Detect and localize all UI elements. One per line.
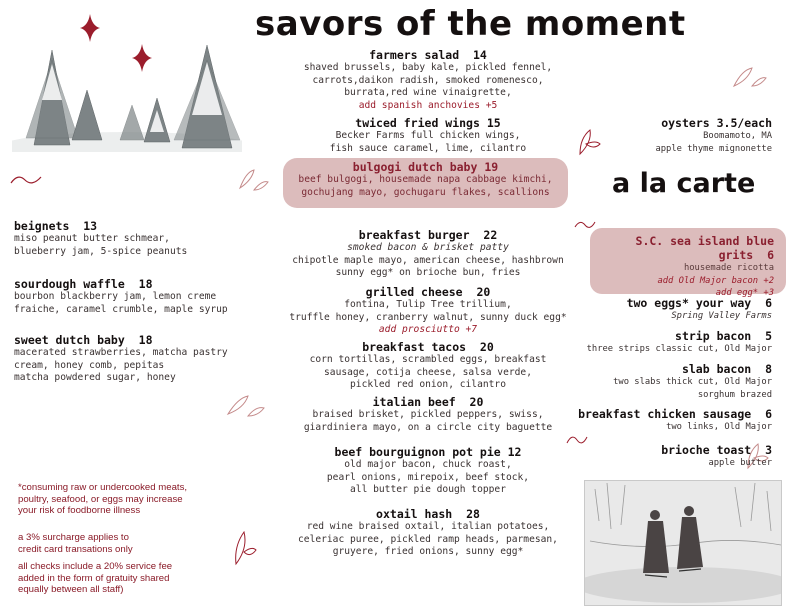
item-price: 20: [479, 340, 494, 354]
item-desc: apple butter: [708, 458, 772, 468]
item-desc: miso peanut butter schmear,: [14, 233, 170, 244]
item-desc: gochujang mayo, gochugaru flakes, scallions: [301, 186, 550, 198]
item-desc: smoked bacon & brisket patty: [347, 242, 509, 253]
item-name: breakfast chicken sausage: [578, 407, 752, 421]
leaf-icon: [226, 392, 266, 422]
item-price: 6: [765, 407, 772, 421]
menu-item-grilled-cheese: [278, 285, 578, 337]
item-price: 6: [767, 248, 774, 262]
item-desc: chipotle maple mayo, american cheese, hashbrown: [292, 254, 564, 266]
item-price: 15: [486, 116, 501, 130]
item-price: 8: [765, 362, 772, 376]
item-name: breakfast tacos: [362, 340, 467, 354]
section-title-a-la-carte: a la carte: [612, 168, 756, 199]
item-price: 5: [765, 329, 772, 343]
item-desc: carrots,daikon radish, smoked romenesco,: [312, 74, 544, 86]
item-price: 18: [138, 333, 153, 347]
menu-item-chicken-sausage: [566, 407, 772, 434]
leaf-icon: [732, 66, 768, 92]
item-name: breakfast burger: [358, 228, 470, 242]
item-price: 12: [507, 445, 522, 459]
item-desc: bourbon blackberry jam, lemon creme: [14, 291, 217, 302]
item-name: S.C. sea island blue grits: [635, 234, 774, 262]
item-desc: apple thyme mignonette: [655, 143, 772, 154]
item-desc: Spring Valley Farms: [671, 311, 772, 321]
item-desc: Becker Farms full chicken wings,: [335, 130, 521, 141]
menu-item-pot-pie: [278, 445, 578, 497]
item-name: farmers salad: [369, 48, 460, 62]
item-price: 3.5/each: [716, 116, 772, 130]
foodborne-disclaimer: [18, 482, 248, 517]
item-name: grilled cheese: [365, 285, 463, 299]
item-name: brioche toast: [661, 443, 752, 457]
item-price: 28: [466, 507, 480, 521]
item-desc: macerated strawberries, matcha pastry: [14, 347, 228, 358]
item-name: italian beef: [372, 395, 456, 409]
item-desc: sunny egg* on brioche bun, fries: [335, 267, 521, 278]
item-price: 13: [83, 219, 98, 233]
menu-item-wings: [278, 116, 578, 155]
service-fee-note: [18, 561, 248, 596]
item-desc: sorghum brazed: [697, 389, 772, 400]
item-desc: corn tortillas, scrambled eggs, breakfast: [309, 354, 547, 365]
menu-item-oxtail-hash: [278, 507, 578, 559]
page-title: savors of the moment: [255, 4, 686, 44]
item-desc: blueberry jam, 5-spice peanuts: [14, 245, 188, 257]
menu-item-breakfast-burger: [278, 228, 578, 280]
item-desc: red wine braised oxtail, italian potatoes,: [306, 521, 550, 532]
item-desc: Boomamoto, MA: [703, 131, 772, 141]
menu-item-beignets: [14, 219, 254, 258]
item-name: strip bacon: [675, 329, 752, 343]
item-desc: cream, honey comb, pepitas: [14, 359, 165, 371]
item-name: oysters: [661, 116, 710, 130]
menu-item-oysters: [572, 116, 772, 155]
item-desc: two links, Old Major: [666, 422, 772, 432]
item-price: 3: [765, 443, 772, 457]
winter-trees-image: [12, 20, 242, 152]
item-name: two eggs* your way: [626, 296, 752, 310]
item-price: 20: [476, 285, 491, 299]
menu-item-brioche-toast: [572, 443, 772, 470]
menu-item-sweet-dutch-baby: [14, 333, 264, 385]
item-desc: old major bacon, chuck roast,: [344, 459, 512, 470]
item-desc: three strips classic cut, Old Major: [586, 344, 772, 354]
menu-item-farmers-salad: [278, 48, 578, 112]
item-addon: add Old Major bacon +2: [657, 275, 774, 286]
disclaimer-line: added in the form of gratuity shared: [18, 572, 170, 584]
disclaimer-line: poultry, seafood, or eggs may increase: [18, 493, 183, 505]
squiggle-icon: [10, 172, 42, 191]
item-desc: beef bulgogi, housemade napa cabbage kimchi,: [298, 174, 553, 185]
item-desc: housemade ricotta: [683, 263, 774, 273]
item-desc: truffle honey, cranberry walnut, sunny duck egg*: [289, 311, 567, 323]
item-desc: burrata,red wine vinaigrette,: [344, 87, 512, 98]
disclaimer-line: credit card transations only: [18, 543, 133, 555]
item-desc: fraiche, caramel crumble, maple syrup: [14, 303, 228, 315]
item-name: sourdough waffle: [14, 277, 125, 291]
star-icon: [80, 14, 100, 46]
item-price: 20: [469, 395, 484, 409]
surcharge-note: [18, 532, 248, 555]
item-price: 18: [138, 277, 153, 291]
disclaimer-line: all checks include a 20% service fee: [18, 561, 173, 572]
item-desc: gruyere, fried onions, sunny egg*: [332, 546, 524, 557]
menu-item-sourdough-waffle: [14, 277, 264, 316]
item-addon: add egg* +3: [715, 288, 774, 298]
menu-item-blue-grits: [590, 228, 786, 298]
item-desc: celeriac puree, pickled ramp heads, parmesan,: [298, 533, 558, 545]
item-desc: all butter pie dough topper: [350, 484, 506, 495]
menu-item-slab-bacon: [572, 362, 772, 401]
item-desc: two slabs thick cut, Old Major: [613, 377, 772, 387]
item-desc: pickled red onion, cilantro: [350, 379, 506, 390]
item-addon: add prosciutto +7: [378, 324, 478, 335]
item-price: 14: [473, 48, 487, 62]
menu-item-strip-bacon: [562, 329, 772, 356]
item-desc: fontina, Tulip Tree trillium,: [344, 299, 512, 310]
ice-skaters-illustration: [584, 480, 782, 606]
item-name: beef bourguignon pot pie: [334, 445, 501, 459]
item-name: beignets: [14, 219, 70, 233]
menu-item-italian-beef: [278, 395, 578, 434]
item-desc: shaved brussels, baby kale, pickled fennel,: [303, 62, 553, 73]
star-icon: [132, 44, 152, 76]
item-desc: sausage, cotija cheese, salsa verde,: [324, 366, 532, 378]
disclaimer-line: equally between all staff): [18, 584, 124, 595]
item-desc: braised brisket, pickled peppers, swiss,: [312, 409, 544, 420]
menu-item-bulgogi-dutch-baby: [283, 158, 568, 208]
item-price: 6: [765, 296, 772, 310]
item-name: twiced fried wings: [355, 116, 480, 130]
item-price: 19: [484, 160, 499, 174]
item-name: bulgogi dutch baby: [352, 160, 478, 174]
item-name: slab bacon: [681, 362, 752, 376]
item-name: oxtail hash: [376, 507, 453, 521]
disclaimer-line: *consuming raw or undercooked meats,: [18, 482, 188, 493]
item-desc: fish sauce caramel, lime, cilantro: [329, 142, 527, 154]
disclaimer-line: a 3% surcharge applies to: [18, 532, 129, 543]
menu-item-breakfast-tacos: [278, 340, 578, 392]
leaf-icon: [236, 166, 270, 196]
item-desc: giardiniera mayo, on a circle city baguette: [303, 421, 553, 433]
item-price: 22: [483, 228, 498, 242]
disclaimer-line: your risk of foodborne illness: [18, 505, 141, 516]
menu-item-two-eggs: [572, 296, 772, 323]
item-desc: matcha powdered sugar, honey: [14, 372, 176, 383]
item-addon: add spanish anchovies +5: [358, 99, 498, 111]
item-desc: pearl onions, mirepoix, beef stock,: [326, 471, 530, 483]
item-name: sweet dutch baby: [14, 333, 125, 347]
